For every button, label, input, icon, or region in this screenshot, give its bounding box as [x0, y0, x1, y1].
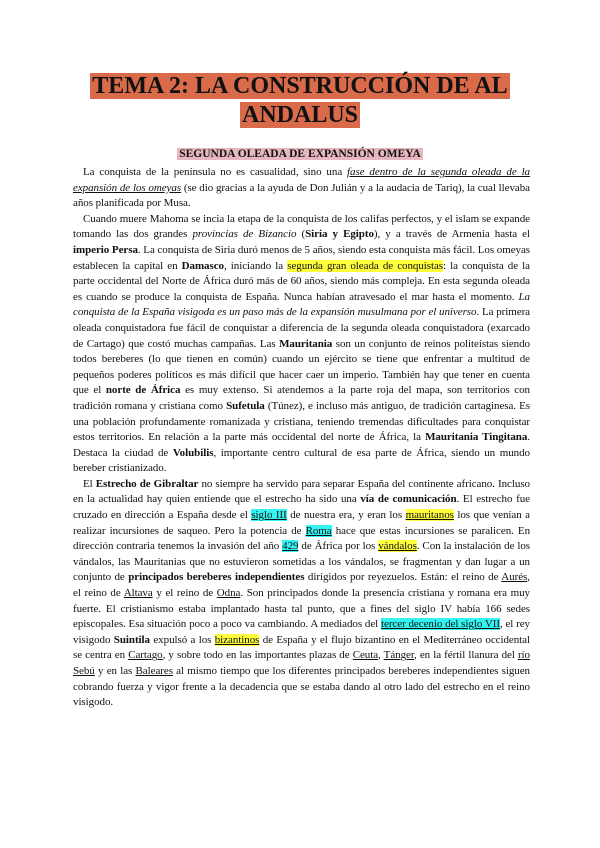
- text-run: La conquista de la península no es casualidad, sino una: [83, 166, 348, 178]
- underlined-text: Baleares: [135, 665, 173, 677]
- bold-text: Sufetula: [226, 399, 265, 412]
- highlight-yellow: segunda gran oleada de conquistas: [287, 259, 444, 272]
- text-run: , iniciando la: [223, 259, 288, 272]
- text-run: . Son principados donde la presencia cristiana y romana era muy fuerte. El cristianismo estaba implantado hasta tal punto, que a fines del siglo IV había 166 sedes episcopales. Esa situación poco a poco va cambiando. A mediados del: [73, 587, 530, 631]
- text-run: de nuestra era, y eran los: [286, 509, 406, 522]
- underlined-text: río Sebú: [73, 649, 530, 677]
- highlight-yellow: mauritanos: [405, 509, 454, 522]
- emphasis-text: provincias de Bizancio: [192, 228, 297, 241]
- bold-text: Mauritania: [279, 337, 333, 350]
- bold-text: Siria y Egipto: [305, 228, 374, 241]
- underlined-text: Tánger: [383, 649, 415, 662]
- body-text: [73, 165, 530, 711]
- title-line-2: ANDALUS: [241, 102, 358, 128]
- text-run: . Destaca la ciudad de: [73, 431, 530, 459]
- bold-text: principados bereberes independientes: [128, 571, 305, 584]
- bold-text: imperio Persa: [73, 243, 138, 256]
- highlight-cyan: siglo III: [251, 509, 287, 522]
- paragraph-3: [73, 477, 530, 711]
- page-title: [0, 72, 600, 130]
- text-run: ,: [378, 649, 384, 662]
- text-run: al mismo tiempo que los diferentes principados bereberes independientes siguen cobrando fuerza y vigor frente a la decadencia que se estaba dando al otro lado del estrecho en el reino visigodo.: [73, 665, 530, 709]
- text-run: dirigidos por reyezuelos. Están: el reino de: [304, 571, 502, 584]
- paragraph-1: [73, 165, 530, 212]
- text-run: son un conjunto de reinos politeístas siendo todos bereberes (lo que tienen en común) cuando un ejército se tiene que enfrentar a multitud de pequeños poderes políticos es más difícil que hacer caer un imperio. También hay que tener en cuenta que el: [73, 337, 530, 397]
- text-run: de España y el flujo bizantino en el Mediterráneo occidental se centra en: [73, 633, 530, 662]
- text-run: , el rey visigodo: [73, 618, 530, 646]
- text-run: . La primera oleada conquistadora fue fácil de conquistar a diferencia de la segunda oleada conquistadora (exarcado de Cartago) que costó muchas campañas. Las: [73, 306, 530, 350]
- text-run: El: [83, 477, 96, 490]
- underlined-text: Odna: [216, 587, 241, 600]
- text-run: y en las: [94, 665, 136, 677]
- underlined-text: Ceuta: [352, 649, 379, 662]
- text-run: ), y a través de Armenia hasta el: [373, 228, 530, 241]
- bold-text: Estrecho de Gibraltar: [95, 477, 199, 490]
- text-run: de África por los: [298, 540, 379, 553]
- text-run: es muy extenso. Si atendemos a la parte roja del mapa, son territorios con tradición romana y cristiana como: [73, 384, 530, 412]
- text-run: , el reino de: [73, 571, 530, 600]
- text-run: expulsó a los: [150, 633, 215, 646]
- highlight-yellow: vándalos: [378, 540, 417, 553]
- bold-text: Mauritania Tingitana: [425, 431, 528, 444]
- text-run: , en la fértil llanura del: [414, 649, 518, 662]
- bold-text: vía de comunicación: [360, 493, 457, 506]
- underlined-text: Aurés: [501, 571, 528, 584]
- section-heading-text: SEGUNDA OLEADA DE EXPANSIÓN OMEYA: [179, 148, 421, 160]
- bold-text: Volubilis: [172, 446, 214, 459]
- text-run: . Con la instalación de los vándalos, las Mauritanias que no estuvieron sometidas a los vándalos, se fragmentan y dan lugar a un conjunto de: [73, 540, 530, 584]
- highlight-cyan: Roma: [305, 524, 332, 537]
- text-run: . El estrecho fue cruzado en dirección a España desde el: [73, 493, 530, 522]
- highlight-yellow: bizantinos: [214, 633, 260, 646]
- highlight-cyan: 429: [282, 540, 299, 553]
- title-line-1: TEMA 2: LA CONSTRUCCIÓN DE AL: [92, 73, 508, 99]
- text-run: hace que estas incursiones se paralicen. En dirección contraria tenemos la invasión del año: [73, 524, 531, 553]
- emphasis-text: fase dentro de la segunda oleada de la expansión de los omeyas: [73, 166, 530, 194]
- bold-text: norte de África: [105, 384, 181, 397]
- text-run: : la conquista de la parte occidental del Norte de África duró más de 60 años, siendo más compleja. En esta segunda oleada es cuando se produce la conquista de España. Nunca habían atravesado el mar hasta el momento.: [73, 259, 530, 303]
- underlined-text: Cartago: [128, 649, 163, 662]
- emphasis-text: La conquista de la España visigoda es un paso más de la expansión musulmana por el universo: [73, 290, 530, 319]
- text-run: no siempre ha servido para separar España del continente africano. Incluso en la actualidad hay quien entiende que el estrecho ha sido una: [73, 477, 530, 506]
- paragraph-2: [73, 212, 530, 477]
- underlined-text: Altava: [123, 587, 153, 600]
- text-run: (se dio gracias a la ayuda de Don Julián y a la audacia de Tariq), la cual llevaba años planificada por Musa.: [73, 181, 531, 210]
- text-run: (Túnez), e incluso más antiguo, de tradición cartaginesa. Es una población profundamente romanizada y cristiana, teniendo tremendas dificultades para conquistar estos territorios. En relación a la parte más occidental del norte de África, la: [73, 399, 530, 444]
- text-run: Cuando muere Mahoma se incia la etapa de la conquista de los califas perfectos, y el islam se expande tomando las dos grandes: [73, 212, 530, 241]
- text-run: , importante centro cultural de esa parte de África, siendo un mundo bereber cristianizado.: [73, 446, 530, 475]
- text-run: y el reino de: [152, 587, 217, 600]
- section-heading: [0, 147, 600, 161]
- bold-text: Damasco: [181, 259, 224, 272]
- text-run: los que venían a realizar incursiones de saqueo. Pero la potencia de: [73, 509, 531, 537]
- text-run: . La conquista de Siria duró menos de 5 años, siendo esta conquista más fácil. Los omeyas establecen la capital en: [73, 243, 531, 272]
- bold-text: Suintila: [113, 633, 150, 646]
- text-run: , y sobre todo en las importantes plazas de: [162, 649, 353, 662]
- highlight-cyan: tercer decenio del siglo VII: [381, 618, 500, 631]
- text-run: (: [296, 228, 306, 241]
